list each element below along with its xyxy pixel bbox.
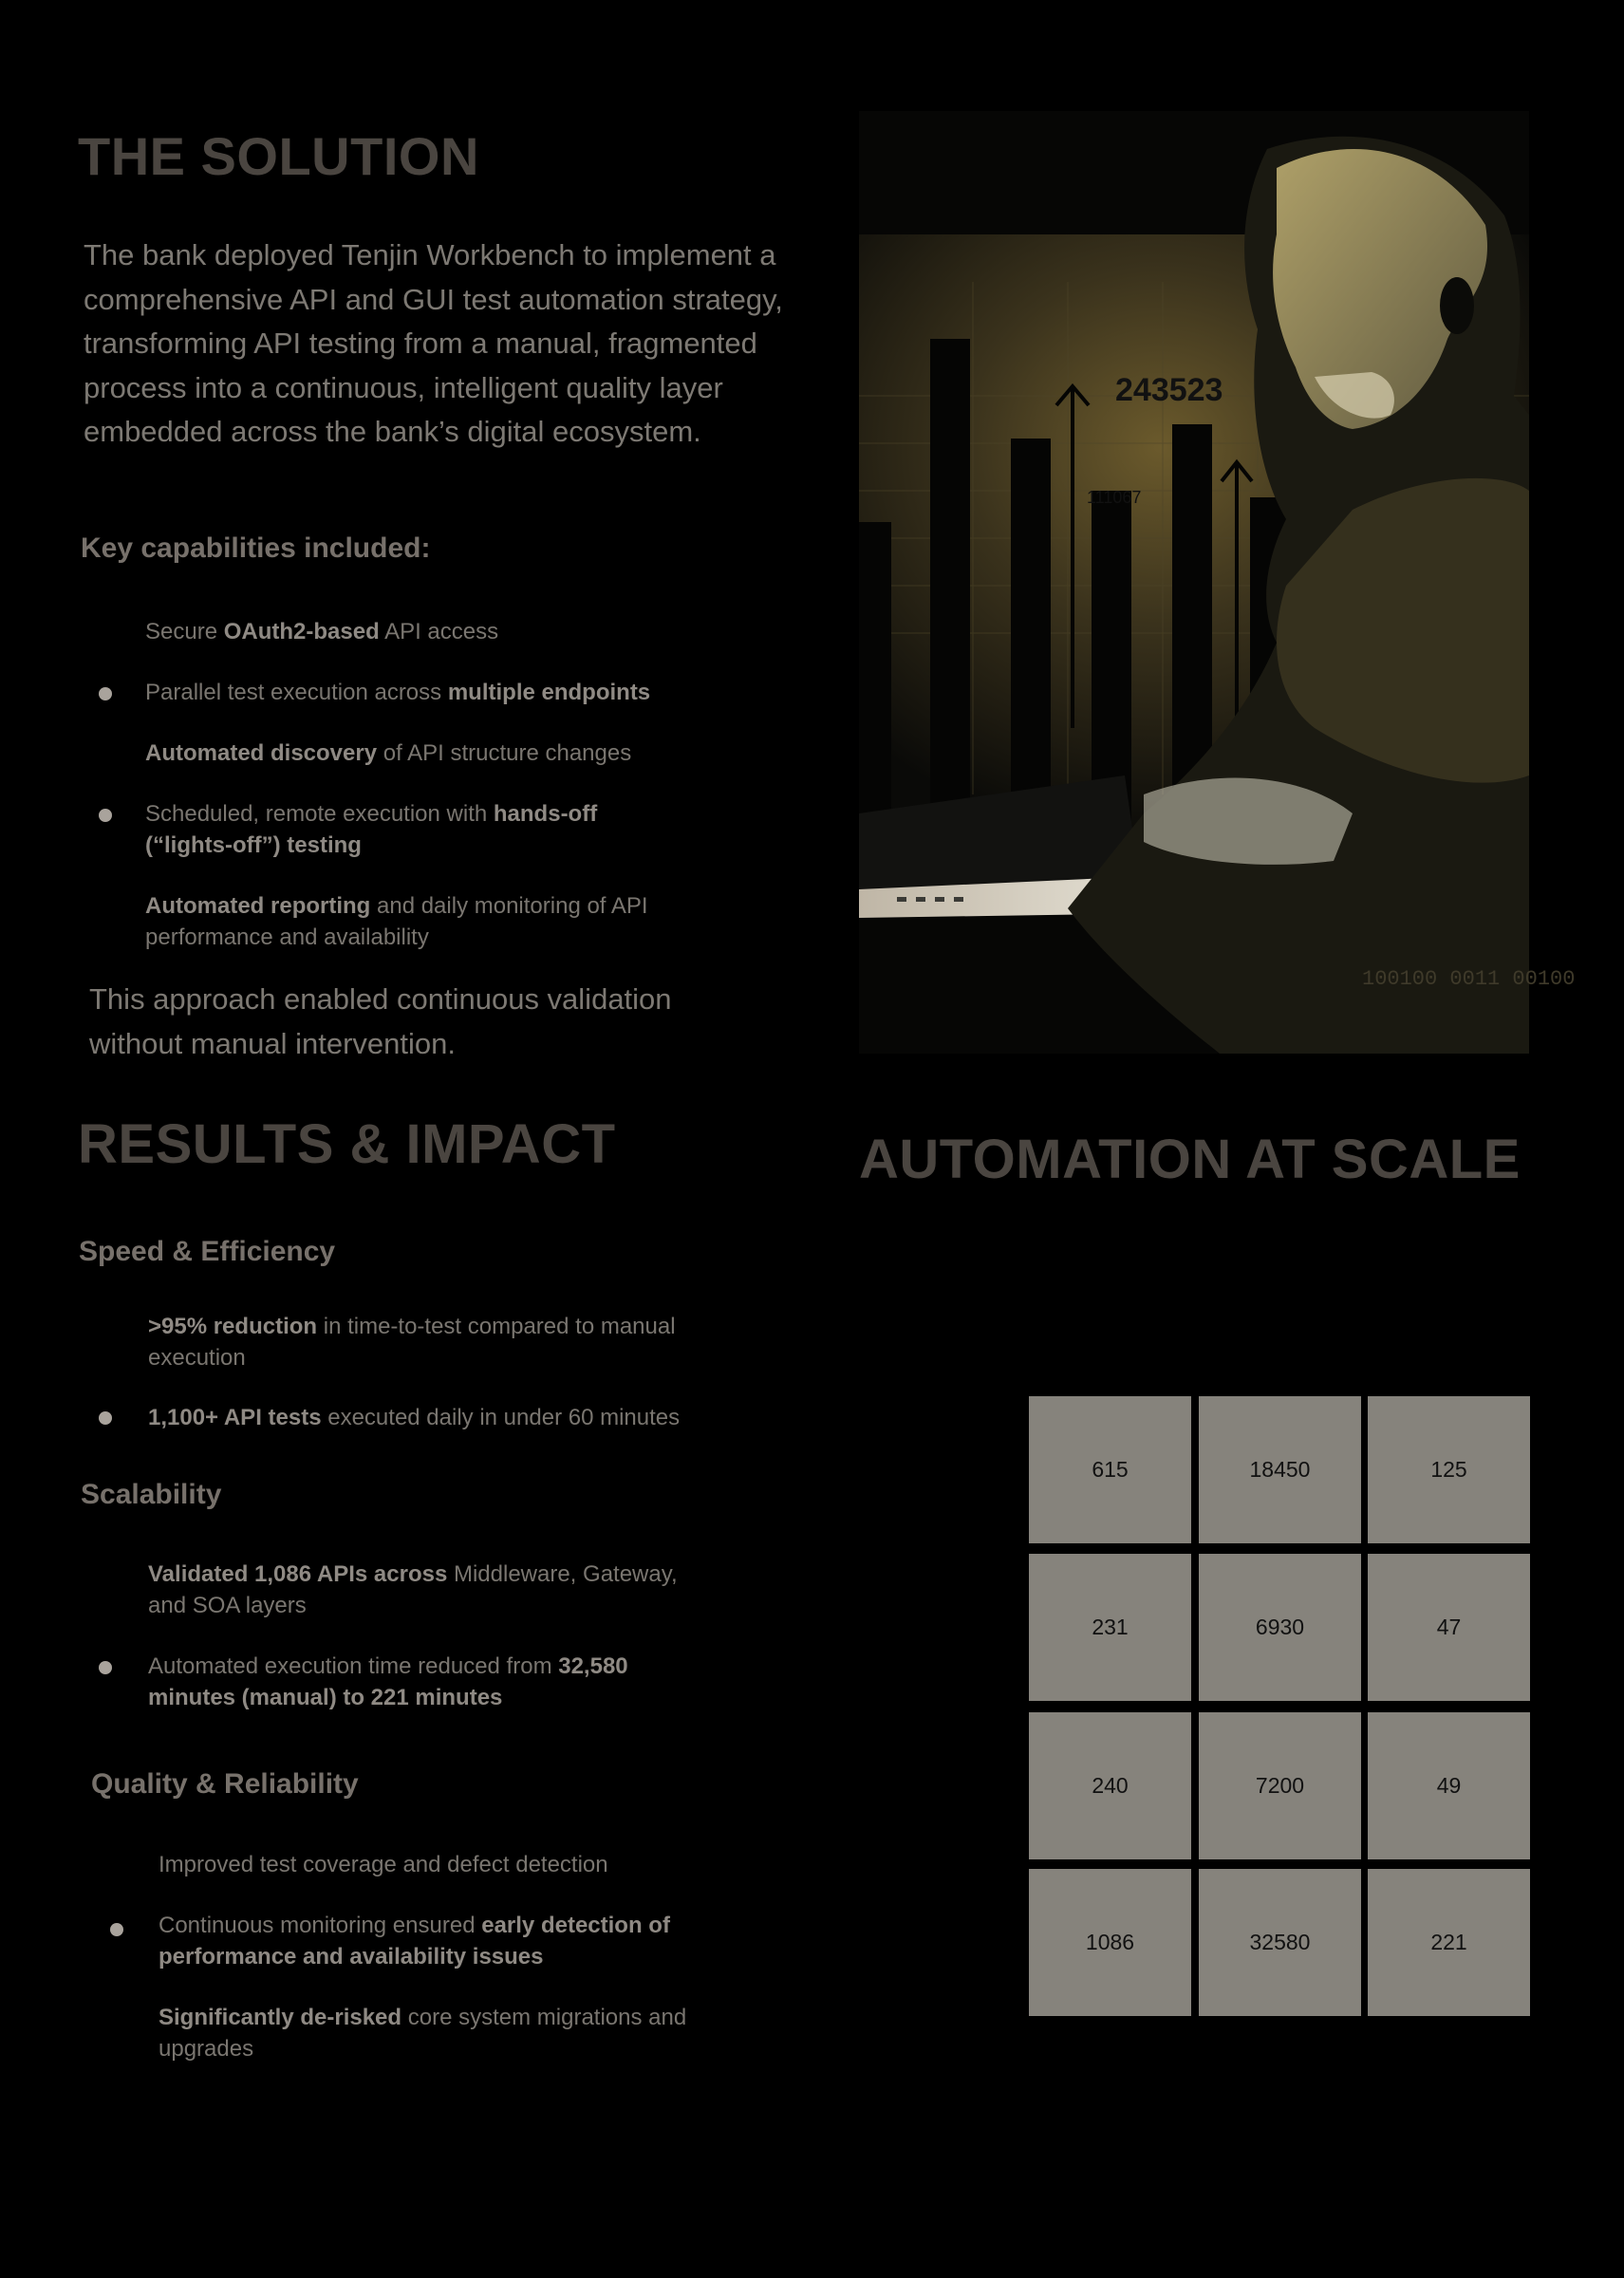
result-item: Validated 1,086 APIs across Middleware, Gateway, and SOA layers (148, 1561, 678, 1618)
quality-heading: Quality & Reliability (91, 1768, 359, 1800)
solution-intro: The bank deployed Tenjin Workbench to implement a comprehensive API and GUI test automation strategy, transforming API testing from a manual, fragmented process into a continuous, intelligent quality layer embedded across the bank’s digital ecosystem. (84, 238, 783, 448)
svg-text:243523: 243523 (1115, 372, 1223, 408)
automation-title: AUTOMATION AT SCALE (859, 1129, 1521, 1190)
grid-cell: 615 (1029, 1396, 1191, 1543)
solution-title: THE SOLUTION (78, 126, 479, 186)
grid-cell: 231 (1029, 1554, 1191, 1701)
svg-text:100100 0011 00100: 100100 0011 00100 (1362, 967, 1576, 991)
automation-grid (1029, 1396, 1530, 2017)
grid-cell: 240 (1029, 1712, 1191, 1859)
grid-cell: 32580 (1199, 1869, 1361, 2016)
speed-heading: Speed & Efficiency (79, 1236, 336, 1267)
bullet-dot (99, 687, 112, 700)
bullet-dot (99, 1411, 112, 1425)
capability-item: Scheduled, remote execution with hands-off (“lights-off”) testing (145, 801, 598, 858)
grid-cell: 49 (1368, 1712, 1530, 1859)
result-item: Automated execution time reduced from 32,580 minutes (manual) to 221 minutes (148, 1653, 628, 1710)
result-item: Improved test coverage and defect detection (159, 1852, 608, 1877)
analyst-chart-photo (859, 111, 1576, 1054)
capabilities-heading: Key capabilities included: (81, 532, 431, 564)
capability-item: Automated discovery of API structure changes (145, 740, 632, 766)
grid-cell: 221 (1368, 1869, 1530, 2016)
capability-item: Parallel test execution across multiple endpoints (145, 680, 651, 705)
solution-closing: This approach enabled continuous validation without manual intervention. (89, 982, 672, 1060)
scalability-heading: Scalability (81, 1479, 222, 1510)
grid-cell: 7200 (1199, 1712, 1361, 1859)
grid-cell: 47 (1368, 1554, 1530, 1701)
result-item: Continuous monitoring ensured early detection of performance and availability issues (159, 1913, 670, 1970)
grid-cell: 6930 (1199, 1554, 1361, 1701)
bullet-dot (99, 809, 112, 822)
bullet-dot (99, 1661, 112, 1674)
results-title: RESULTS & IMPACT (78, 1113, 616, 1175)
grid-cell: 18450 (1199, 1396, 1361, 1543)
grid-cell: 1086 (1029, 1869, 1191, 2016)
capability-item: Secure OAuth2-based API access (145, 619, 499, 644)
result-item: >95% reduction in time-to-test compared to manual execution (148, 1314, 676, 1371)
capability-item: Automated reporting and daily monitoring of API performance and availability (145, 893, 648, 950)
svg-text:111067: 111067 (1087, 488, 1142, 507)
grid-cell: 125 (1368, 1396, 1530, 1543)
bullet-dot (110, 1923, 123, 1936)
result-item: Significantly de-risked core system migrations and upgrades (159, 2005, 687, 2062)
result-item: 1,100+ API tests executed daily in under 60 minutes (148, 1405, 681, 1430)
